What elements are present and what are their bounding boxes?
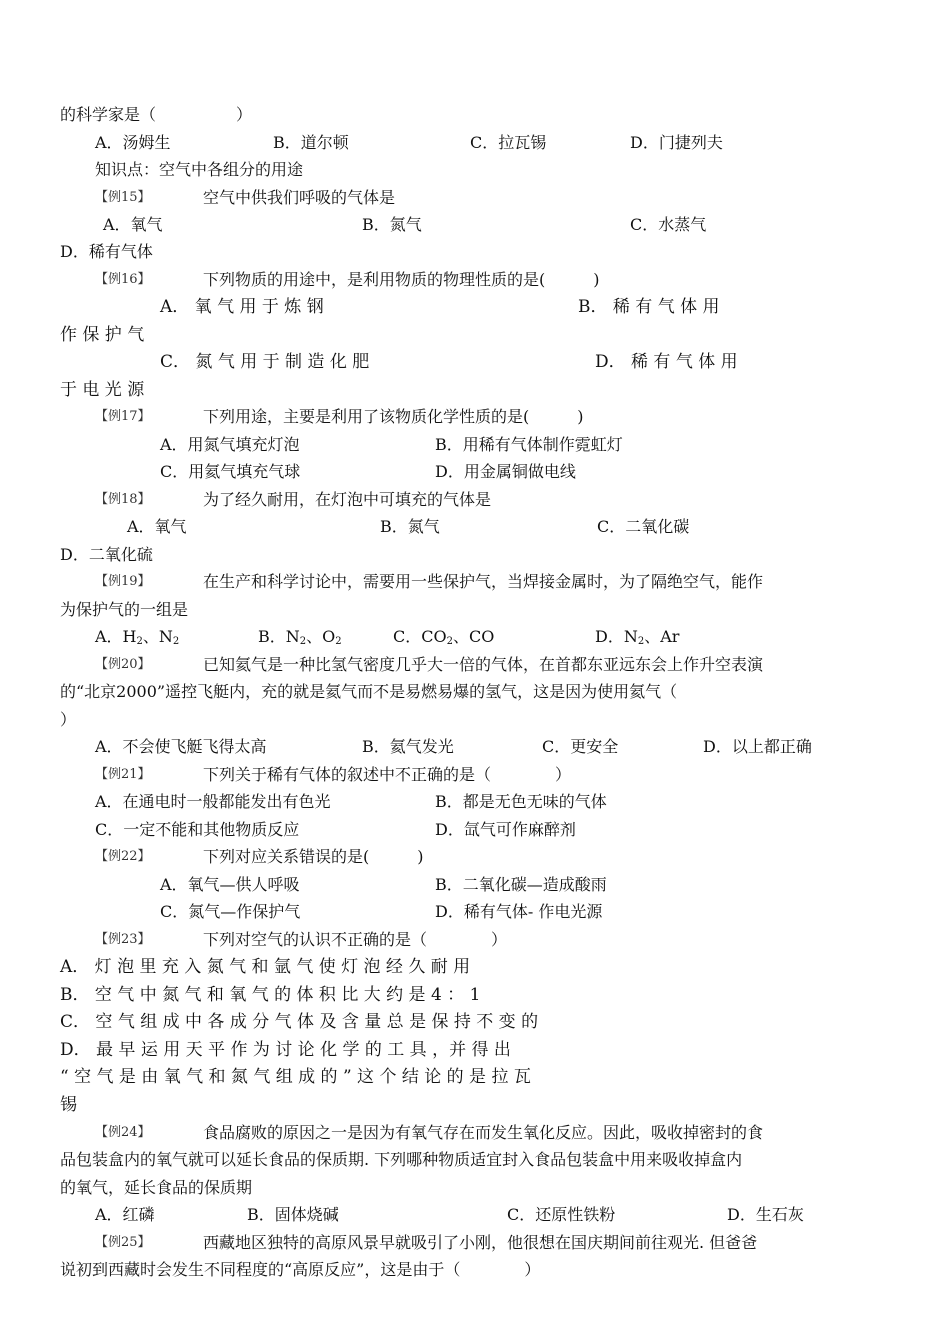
q24-stem-end: 的氧气，延长食品的保质期 — [60, 1178, 253, 1197]
q18-option-d: D．二氧化硫 — [60, 545, 153, 564]
q24-stem: 食品腐败的原因之一是因为有氧气存在而发生氧化反应。因此，吸收掉密封的食 — [203, 1123, 764, 1142]
q15-option-c: C．水蒸气 — [630, 215, 707, 234]
q16-option-b-cont: 作 保 护 气 — [60, 325, 145, 345]
q20-stem-end: ） — [60, 710, 77, 729]
q17-tag: 【例17】 — [95, 409, 151, 424]
q25-stem-cont: 说初到西藏时会发生不同程度的“高原反应”，这是由于（ ） — [60, 1260, 541, 1279]
q21-option-c: C．一定不能和其他物质反应 — [95, 820, 300, 839]
q24-stem-cont: 品包装盒内的氧气就可以延长食品的保质期. 下列哪种物质适宜封入食品包装盒中用来吸收掉盒内 — [60, 1150, 743, 1169]
q20-option-b: B．氦气发光 — [362, 737, 454, 756]
q16-option-d: D． 稀 有 气 体 用 — [595, 352, 738, 372]
q24-option-d: D．生石灰 — [727, 1205, 804, 1224]
q23-tag: 【例23】 — [95, 932, 151, 947]
q17-option-d: D．用金属铜做电线 — [435, 462, 576, 481]
q20-stem-cont: 的“北京2000”遥控飞艇内，充的就是氦气而不是易燃易爆的氢气，这是因为使用氦气（ — [60, 682, 678, 701]
q16-option-b: B． 稀 有 气 体 用 — [578, 297, 720, 317]
q16-tag: 【例16】 — [95, 272, 151, 287]
q20-stem: 已知氦气是一种比氢气密度几乎大一倍的气体，在首都东亚远东会上作升空表演 — [203, 655, 764, 674]
q25-stem: 西藏地区独特的高原风景早就吸引了小刚，他很想在国庆期间前往观光. 但爸爸 — [203, 1233, 758, 1252]
q16-option-c: C． 氮 气 用 于 制 造 化 肥 — [160, 352, 370, 372]
q15-option-a: A．氧气 — [103, 215, 163, 234]
q21-tag: 【例21】 — [95, 767, 151, 782]
q15-option-b: B．氮气 — [362, 215, 422, 234]
q19-option-c: C．$CO_2$、CO — [393, 627, 495, 647]
q22-option-d: D．稀有气体- 作电光源 — [435, 902, 603, 921]
q20-option-d: D．以上都正确 — [703, 737, 812, 756]
q24-tag: 【例24】 — [95, 1125, 151, 1140]
q21-option-b: B．都是无色无味的气体 — [435, 792, 607, 811]
q17-option-b: B．用稀有气体制作霓虹灯 — [435, 435, 623, 454]
q23-option-d: D． 最 早 运 用 天 平 作 为 讨 论 化 学 的 工 具 ，并 得 出 — [60, 1040, 511, 1060]
q16-option-a: A． 氧 气 用 于 炼 钢 — [160, 297, 324, 317]
q18-option-b: B．氮气 — [380, 517, 440, 536]
q20-option-a: A．不会使飞艇飞得太高 — [95, 737, 267, 756]
section-title: 知识点：空气中各组分的用途 — [95, 160, 304, 179]
intro-option-b: B．道尔顿 — [273, 133, 349, 152]
intro-option-c: C．拉瓦锡 — [470, 133, 547, 152]
q17-option-c: C．用氦气填充气球 — [160, 462, 301, 481]
q22-option-a: A．氧气—供人呼吸 — [160, 875, 300, 894]
q21-stem: 下列关于稀有气体的叙述中不正确的是（ ） — [203, 765, 572, 784]
q15-option-d: D．稀有气体 — [60, 242, 153, 261]
q22-option-b: B．二氧化碳—造成酸雨 — [435, 875, 607, 894]
q25-tag: 【例25】 — [95, 1235, 151, 1250]
q19-option-d: D．$N_2$、Ar — [595, 627, 680, 647]
q22-stem: 下列对应关系错误的是( ) — [203, 847, 424, 866]
q24-option-a: A．红磷 — [95, 1205, 155, 1224]
q19-stem: 在生产和科学讨论中，需要用一些保护气，当焊接金属时，为了隔绝空气，能作 — [203, 572, 764, 591]
q20-option-c: C．更安全 — [542, 737, 619, 756]
q22-option-c: C．氮气—作保护气 — [160, 902, 301, 921]
q24-option-c: C．还原性铁粉 — [507, 1205, 616, 1224]
q23-option-d-end: 锡 — [60, 1095, 77, 1115]
q21-option-a: A．在通电时一般都能发出有色光 — [95, 792, 331, 811]
q15-tag: 【例15】 — [95, 190, 151, 205]
intro-option-d: D．门捷列夫 — [630, 133, 723, 152]
q17-stem: 下列用途，主要是利用了该物质化学性质的是( ) — [203, 407, 584, 426]
q15-stem: 空气中供我们呼吸的气体是 — [203, 188, 396, 207]
q23-option-d-cont: “ 空 气 是 由 氧 气 和 氮 气 组 成 的 ” 这 个 结 论 的 是 拉 瓦 — [60, 1067, 531, 1087]
q23-option-c: C． 空 气 组 成 中 各 成 分 气 体 及 含 量 总 是 保 持 不 变 的 — [60, 1012, 539, 1032]
q23-option-b: B． 空 气 中 氮 气 和 氧 气 的 体 积 比 大 约 是 4 ： 1 — [60, 985, 481, 1005]
q21-option-d: D．氙气可作麻醉剂 — [435, 820, 576, 839]
q18-option-c: C．二氧化碳 — [597, 517, 690, 536]
q17-option-a: A．用氮气填充灯泡 — [160, 435, 300, 454]
q18-stem: 为了经久耐用，在灯泡中可填充的气体是 — [203, 490, 492, 509]
q19-stem-cont: 为保护气的一组是 — [60, 600, 189, 619]
q19-tag: 【例19】 — [95, 574, 151, 589]
q16-stem: 下列物质的用途中，是利用物质的物理性质的是( ) — [203, 270, 600, 289]
q19-option-a: A．$H_2$、$N_2$ — [95, 627, 180, 647]
intro-line: 的科学家是（ ） — [60, 105, 253, 124]
q23-option-a: A． 灯 泡 里 充 入 氮 气 和 氩 气 使 灯 泡 经 久 耐 用 — [60, 957, 471, 977]
q22-tag: 【例22】 — [95, 849, 151, 864]
q19-option-b: B．$N_2$、$O_2$ — [258, 627, 342, 647]
q18-option-a: A．氧气 — [127, 517, 187, 536]
intro-option-a: A．汤姆生 — [95, 133, 171, 152]
q20-tag: 【例20】 — [95, 657, 151, 672]
q18-tag: 【例18】 — [95, 492, 151, 507]
q23-stem: 下列对空气的认识不正确的是（ ） — [203, 930, 508, 949]
q24-option-b: B．固体烧碱 — [247, 1205, 339, 1224]
q16-option-d-cont: 于 电 光 源 — [60, 380, 145, 400]
